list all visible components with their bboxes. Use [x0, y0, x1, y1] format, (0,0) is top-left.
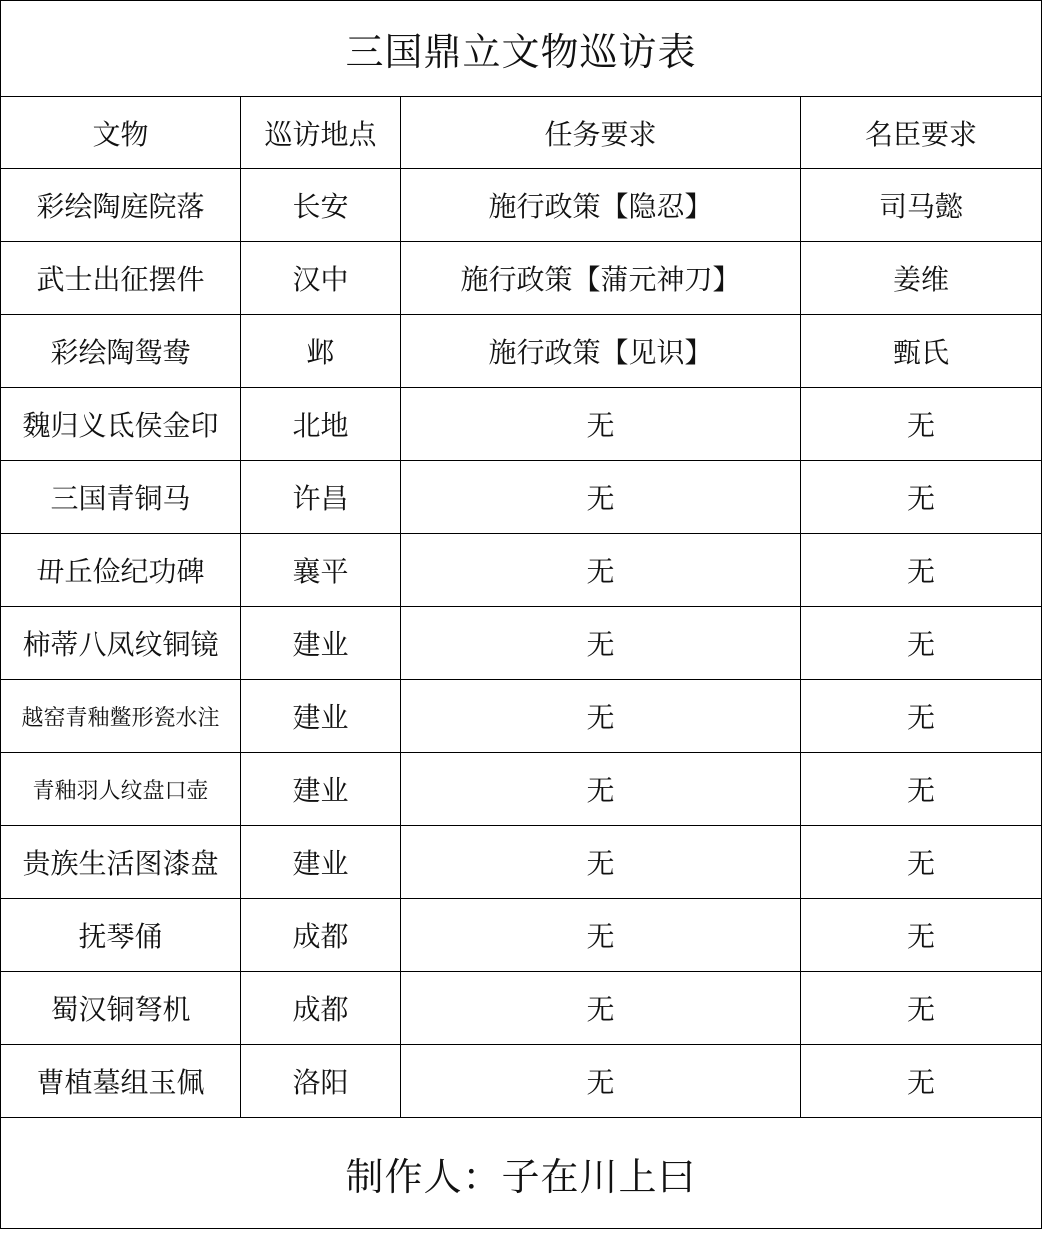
table-row: [1, 753, 1042, 826]
minister-cell: 无: [801, 826, 1042, 899]
minister-cell: 无: [801, 753, 1042, 826]
task-cell: 施行政策【蒲元神刀】: [401, 242, 801, 315]
relic-cell: 曹植墓组玉佩: [1, 1045, 241, 1118]
task-cell: 无: [401, 461, 801, 534]
author-credit: 制作人：子在川上曰: [1, 1118, 1042, 1229]
table-row: [1, 1045, 1042, 1118]
table-row: [1, 461, 1042, 534]
relic-cell: 武士出征摆件: [1, 242, 241, 315]
minister-cell: 无: [801, 972, 1042, 1045]
location-cell: 许昌: [241, 461, 401, 534]
task-cell: 无: [401, 534, 801, 607]
task-cell: 无: [401, 607, 801, 680]
table-row: [1, 899, 1042, 972]
minister-cell: 无: [801, 1045, 1042, 1118]
relic-cell: 青釉羽人纹盘口壶: [1, 753, 241, 826]
task-cell: 无: [401, 826, 801, 899]
footer-row: [1, 1118, 1042, 1229]
location-cell: 建业: [241, 680, 401, 753]
minister-cell: 无: [801, 607, 1042, 680]
minister-cell: 姜维: [801, 242, 1042, 315]
task-cell: 无: [401, 972, 801, 1045]
table-row: [1, 242, 1042, 315]
table-row: [1, 315, 1042, 388]
table-row: [1, 972, 1042, 1045]
title-row: [1, 1, 1042, 97]
location-cell: 建业: [241, 607, 401, 680]
relic-cell: 蜀汉铜弩机: [1, 972, 241, 1045]
header-location: 巡访地点: [241, 97, 401, 169]
minister-cell: 无: [801, 680, 1042, 753]
minister-cell: 无: [801, 534, 1042, 607]
location-cell: 建业: [241, 826, 401, 899]
task-cell: 无: [401, 388, 801, 461]
location-cell: 成都: [241, 972, 401, 1045]
table-title: 三国鼎立文物巡访表: [1, 1, 1042, 97]
header-minister: 名臣要求: [801, 97, 1042, 169]
relic-cell: 魏归义氐侯金印: [1, 388, 241, 461]
relic-cell: 贵族生活图漆盘: [1, 826, 241, 899]
location-cell: 襄平: [241, 534, 401, 607]
relic-cell: 毌丘俭纪功碑: [1, 534, 241, 607]
task-cell: 无: [401, 680, 801, 753]
table-row: [1, 826, 1042, 899]
table-row: [1, 388, 1042, 461]
minister-cell: 无: [801, 461, 1042, 534]
table-row: [1, 534, 1042, 607]
location-cell: 成都: [241, 899, 401, 972]
header-row: [1, 97, 1042, 169]
location-cell: 汉中: [241, 242, 401, 315]
relic-cell: 彩绘陶庭院落: [1, 169, 241, 242]
relic-cell: 彩绘陶鸳鸯: [1, 315, 241, 388]
minister-cell: 司马懿: [801, 169, 1042, 242]
task-cell: 施行政策【见识】: [401, 315, 801, 388]
location-cell: 北地: [241, 388, 401, 461]
relic-cell: 三国青铜马: [1, 461, 241, 534]
header-task: 任务要求: [401, 97, 801, 169]
location-cell: 建业: [241, 753, 401, 826]
minister-cell: 无: [801, 388, 1042, 461]
table-row: [1, 169, 1042, 242]
location-cell: 邺: [241, 315, 401, 388]
header-relic: 文物: [1, 97, 241, 169]
task-cell: 施行政策【隐忍】: [401, 169, 801, 242]
location-cell: 长安: [241, 169, 401, 242]
table-row: [1, 607, 1042, 680]
task-cell: 无: [401, 753, 801, 826]
relic-cell: 越窑青釉鳖形瓷水注: [1, 680, 241, 753]
location-cell: 洛阳: [241, 1045, 401, 1118]
task-cell: 无: [401, 899, 801, 972]
minister-cell: 无: [801, 899, 1042, 972]
relic-cell: 柿蒂八凤纹铜镜: [1, 607, 241, 680]
table-row: [1, 680, 1042, 753]
minister-cell: 甄氏: [801, 315, 1042, 388]
task-cell: 无: [401, 1045, 801, 1118]
relic-cell: 抚琴俑: [1, 899, 241, 972]
